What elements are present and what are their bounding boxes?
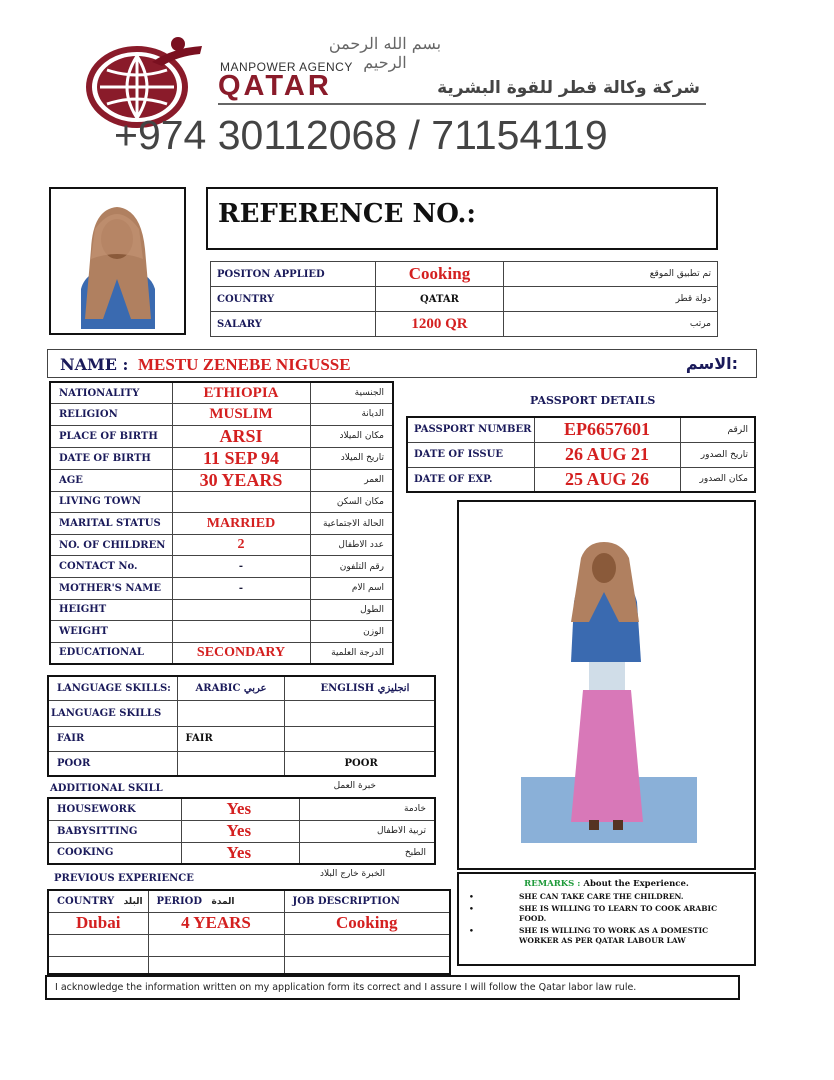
personal-value: SECONDARY [172, 642, 310, 664]
additional-row [48, 820, 435, 842]
experience-title: PREVIOUS EXPERIENCE [54, 873, 194, 884]
bullet-icon: • [469, 926, 474, 936]
personal-label: NO. OF CHILDREN [50, 534, 172, 556]
agency-name: QATAR [218, 70, 332, 102]
personal-arabic: الحالة الاجتماعية [310, 513, 393, 535]
remarks-title: REMARKS : [524, 879, 581, 889]
phone-number: +974 30112068 / 71154119 [114, 112, 608, 158]
cooking-label: COOKING [48, 842, 181, 864]
poor-label: POOR [48, 751, 177, 776]
bullet-icon: • [469, 892, 474, 901]
language-arabic-head: ARABIC عربي [177, 676, 284, 700]
personal-value [172, 621, 310, 643]
personal-label: HEIGHT [50, 599, 172, 621]
additional-row [48, 842, 435, 864]
personal-row [50, 404, 393, 426]
personal-label: PLACE OF BIRTH [50, 425, 172, 447]
issue-date-arabic: تاريخ الصدور [680, 442, 755, 467]
babysitting-label: BABYSITTING [48, 820, 181, 842]
arabic-fair-value: FAIR [177, 726, 284, 751]
passport-number-arabic: الرقم [680, 417, 755, 442]
personal-arabic: الديانة [310, 404, 393, 426]
name-bar [47, 349, 757, 378]
personal-label: CONTACT No. [50, 556, 172, 578]
experience-period: 4 YEARS [148, 912, 284, 934]
additional-title-arabic: خبرة العمل [333, 781, 376, 791]
experience-header-row [48, 890, 450, 912]
bismillah-text: بسم الله الرحمن الرحيم [328, 34, 442, 72]
language-cell [177, 700, 284, 726]
reference-box [206, 187, 718, 250]
country-arabic: دولة قطر [504, 287, 718, 312]
experience-country: Dubai [48, 912, 148, 934]
position-table [210, 261, 718, 337]
personal-value [172, 599, 310, 621]
reference-label: REFERENCE NO.: [218, 199, 476, 229]
personal-row [50, 642, 393, 664]
babysitting-value: Yes [181, 820, 299, 842]
language-cell [284, 726, 435, 751]
experience-table [47, 889, 451, 975]
language-row [48, 726, 435, 751]
position-label: POSITON APPLIED [211, 262, 376, 287]
personal-value: ARSI [172, 425, 310, 447]
personal-row [50, 425, 393, 447]
passport-row [407, 467, 755, 492]
personal-row [50, 599, 393, 621]
expiry-date-arabic: مكان الصدور [680, 467, 755, 492]
passport-table [406, 416, 756, 493]
personal-arabic: رقم التلفون [310, 556, 393, 578]
personal-value: MARRIED [172, 513, 310, 535]
passport-title: PASSPORT DETAILS [530, 394, 656, 407]
cooking-value: Yes [181, 842, 299, 864]
personal-arabic: مكان السكن [310, 491, 393, 513]
personal-row [50, 469, 393, 491]
personal-table [49, 381, 394, 665]
personal-value: - [172, 556, 310, 578]
passport-number-label: PASSPORT NUMBER [407, 417, 534, 442]
portrait-photo [51, 189, 184, 333]
name-value: MESTU ZENEBE NIGUSSE [138, 355, 351, 374]
remark-text: SHE IS WILLING TO LEARN TO COOK ARABIC FOOD. [519, 904, 718, 923]
salary-value: 1200 QR [376, 312, 504, 337]
country-value: QATAR [376, 287, 504, 312]
language-header-label: LANGUAGE SKILLS: [48, 676, 177, 700]
position-arabic: تم تطبيق الموقع [504, 262, 718, 287]
language-row [48, 751, 435, 776]
expiry-date-label: DATE OF EXP. [407, 467, 534, 492]
experience-row [48, 934, 450, 956]
fair-label: FAIR [48, 726, 177, 751]
salary-arabic: مرتب [504, 312, 718, 337]
footer-box [45, 975, 740, 1000]
personal-row [50, 491, 393, 513]
remark-item [467, 892, 746, 901]
personal-label: WEIGHT [50, 621, 172, 643]
position-row [211, 262, 718, 287]
personal-row [50, 534, 393, 556]
full-body-photo-frame [457, 500, 756, 870]
agency-subtitle: MANPOWER AGENCY [220, 60, 353, 74]
period-header: PERIOD المدة [148, 890, 284, 912]
language-row-label: LANGUAGE SKILLS [48, 700, 177, 726]
personal-label: MOTHER'S NAME [50, 578, 172, 600]
experience-row [48, 956, 450, 974]
housework-value: Yes [181, 798, 299, 820]
bullet-icon: • [469, 904, 474, 914]
personal-label: MARITAL STATUS [50, 513, 172, 535]
remarks-heading [467, 879, 746, 889]
language-cell [284, 700, 435, 726]
babysitting-arabic: تربية الاطفال [299, 820, 435, 842]
personal-arabic: عدد الاطفال [310, 534, 393, 556]
personal-arabic: مكان الميلاد [310, 425, 393, 447]
housework-arabic: خادمة [299, 798, 435, 820]
expiry-date-value: 25 AUG 26 [534, 467, 680, 492]
personal-row [50, 556, 393, 578]
personal-arabic: الوزن [310, 621, 393, 643]
personal-arabic: تاريخ الميلاد [310, 447, 393, 469]
additional-row [48, 798, 435, 820]
name-label: NAME : [60, 355, 129, 374]
personal-row [50, 578, 393, 600]
personal-arabic: الجنسية [310, 382, 393, 404]
language-row [48, 700, 435, 726]
passport-row [407, 417, 755, 442]
header-underline [218, 103, 706, 105]
personal-label: NATIONALITY [50, 382, 172, 404]
personal-value: 11 SEP 94 [172, 447, 310, 469]
personal-row [50, 447, 393, 469]
passport-number-value: EP6657601 [534, 417, 680, 442]
language-cell [177, 751, 284, 776]
housework-label: HOUSEWORK [48, 798, 181, 820]
remark-item [467, 926, 746, 945]
personal-value: - [172, 578, 310, 600]
personal-row [50, 382, 393, 404]
remarks-subtitle: About the Experience. [583, 879, 689, 889]
personal-value: 2 [172, 534, 310, 556]
issue-date-label: DATE OF ISSUE [407, 442, 534, 467]
position-row [211, 312, 718, 337]
experience-job: Cooking [284, 912, 450, 934]
language-table [47, 675, 436, 777]
agency-arabic-name: شركة وكالة قطر للقوة البشرية [437, 78, 700, 98]
personal-arabic: الطول [310, 599, 393, 621]
footer-text: I acknowledge the information written on my application form its correct and I assure I will follow the Qatar labor law rule. [55, 982, 637, 993]
position-value: Cooking [376, 262, 504, 287]
personal-arabic: اسم الام [310, 578, 393, 600]
position-row [211, 287, 718, 312]
personal-label: AGE [50, 469, 172, 491]
additional-title: ADDITIONAL SKILL [50, 783, 163, 794]
remark-text: SHE CAN TAKE CARE THE CHILDREN. [519, 892, 684, 901]
country-label: COUNTRY [211, 287, 376, 312]
english-poor-value: POOR [284, 751, 435, 776]
salary-label: SALARY [211, 312, 376, 337]
remark-item [467, 904, 746, 923]
personal-value: MUSLIM [172, 404, 310, 426]
language-english-head: ENGLISH انجليزي [284, 676, 435, 700]
full-body-photo [459, 502, 754, 868]
remark-text: SHE IS WILLING TO WORK AS A DOMESTIC WORKER AS PER QATAR LABOUR LAW [519, 926, 709, 945]
personal-label: DATE OF BIRTH [50, 447, 172, 469]
personal-value: 30 YEARS [172, 469, 310, 491]
personal-label: EDUCATIONAL [50, 642, 172, 664]
experience-row [48, 912, 450, 934]
language-header-row [48, 676, 435, 700]
personal-value [172, 491, 310, 513]
experience-title-arabic: الخبرة خارج البلاد [320, 869, 385, 879]
personal-row [50, 621, 393, 643]
remarks-list [467, 892, 746, 945]
personal-label: RELIGION [50, 404, 172, 426]
personal-row [50, 513, 393, 535]
personal-arabic: الدرجة العلمية [310, 642, 393, 664]
issue-date-value: 26 AUG 21 [534, 442, 680, 467]
additional-table [47, 797, 436, 865]
passport-row [407, 442, 755, 467]
job-header: JOB DESCRIPTION [284, 890, 450, 912]
personal-arabic: العمر [310, 469, 393, 491]
header [0, 0, 834, 170]
cooking-arabic: الطبخ [299, 842, 435, 864]
country-header: COUNTRY البلد [48, 890, 148, 912]
portrait-photo-frame [49, 187, 186, 335]
personal-value: ETHIOPIA [172, 382, 310, 404]
personal-label: LIVING TOWN [50, 491, 172, 513]
remarks-box [457, 872, 756, 966]
name-arabic: الاسم: [685, 354, 738, 373]
